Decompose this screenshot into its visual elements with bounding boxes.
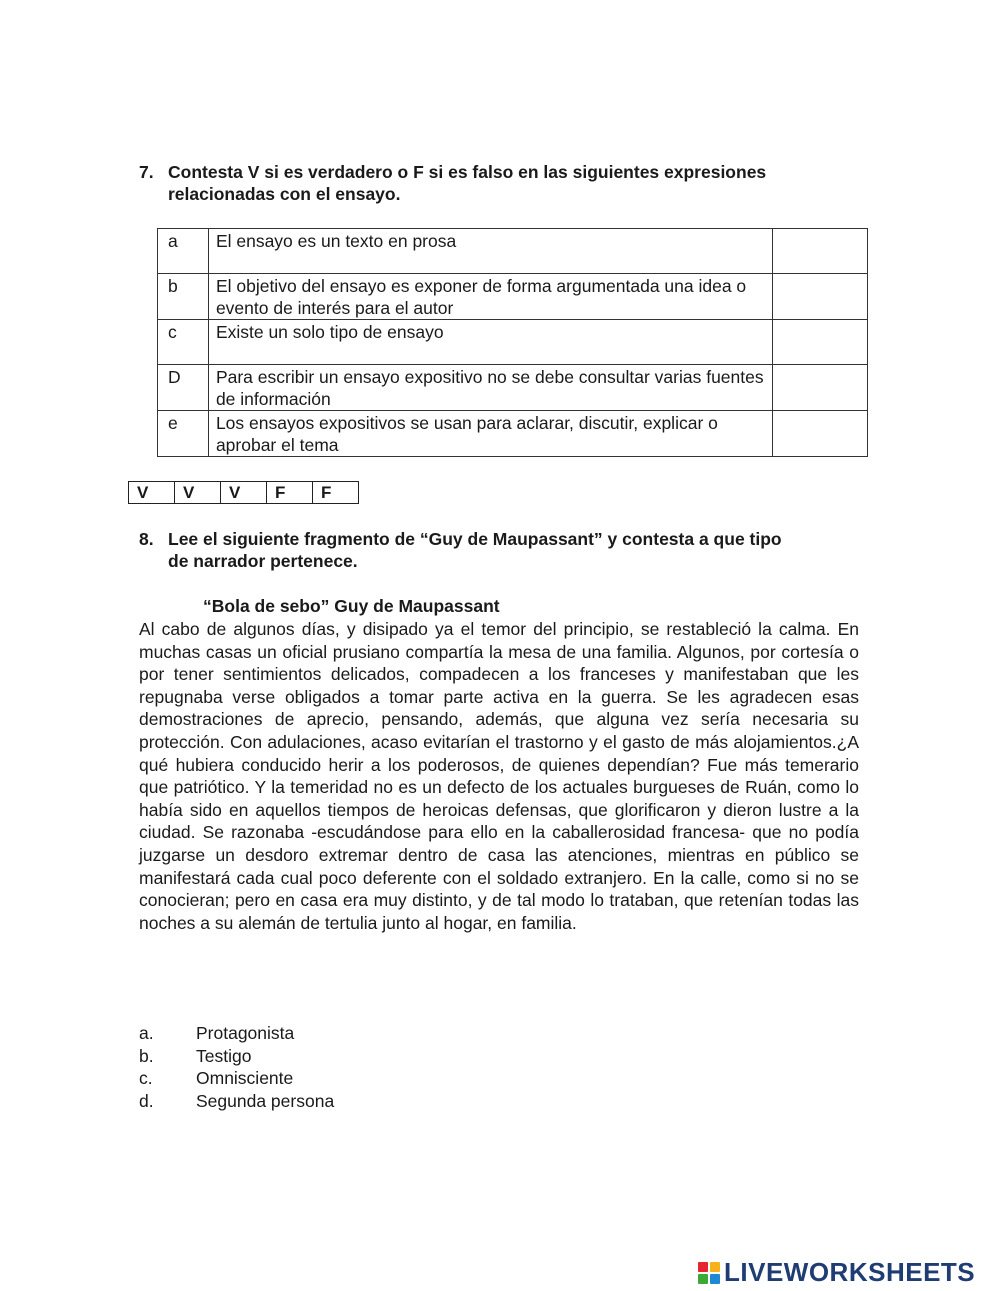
- answer-key-table: [128, 481, 359, 504]
- row-letter: c: [158, 320, 209, 365]
- question-8-title: [139, 528, 869, 572]
- row-letter: D: [158, 365, 209, 411]
- option-text: Protagonista: [196, 1023, 295, 1043]
- option-b[interactable]: [139, 1045, 334, 1068]
- option-letter: d.: [139, 1090, 154, 1111]
- question-7-line-1: Contesta V si es verdadero o F si es falso en las siguientes expresiones: [168, 162, 767, 182]
- option-d[interactable]: [139, 1090, 334, 1113]
- logo-icon: [698, 1262, 720, 1284]
- question-7-line-2: relacionadas con el ensayo.: [168, 184, 401, 204]
- question-8-line-2: de narrador pertenece.: [168, 551, 358, 571]
- option-text: Segunda persona: [196, 1090, 335, 1111]
- table-row: [158, 411, 868, 457]
- answer-key-cell: F: [267, 482, 313, 504]
- story-text: Al cabo de algunos días, y disipado ya el temor del principio, se restableció la calma. En muchas casas un oficial prusiano compartía la mesa de una familia. Algunos, por cortesía o por tener sentimientos delicados, compadecen a los franceses y manifestaban que les repugnaba verse obligados a tomar parte activa en la guerra. Se les agradecen esas demostraciones de aprecio, pensando, además, que alguna vez sería necesaria su protección. Con adulaciones, acaso evitarían el trastorno y el gasto de más alojamientos.¿A qué hubiera conducido herir a los poderosos, de quienes dependían? Fue más temerario que patriótico. Y la temeridad no es un defecto de los actuales burgueses de Ruán, como lo había sido en aquellos tiempos de heroicas defensas, que glorificaron y dieron lustre a la ciudad. Se razonaba -escudándose para ello en la caballerosidad francesa- que no podía juzgarse un desdoro extremar dentro de casa las atenciones, mientras en público se manifestará cada cual poco deferente con el soldado extranjero. En la calle, como si no se conocieran; pero en casa era muy distinto, y de tal modo lo trataban, que retenían todas las noches a su alemán de tertulia junto al hogar, en familia.: [139, 619, 859, 933]
- option-a[interactable]: [139, 1022, 334, 1045]
- answer-cell[interactable]: [773, 229, 868, 274]
- story-title: “Bola de sebo” Guy de Maupassant: [203, 596, 500, 616]
- answer-cell[interactable]: [773, 320, 868, 365]
- option-letter: a.: [139, 1023, 154, 1043]
- option-letter: b.: [139, 1045, 154, 1066]
- option-text: Testigo: [196, 1045, 252, 1066]
- answer-cell[interactable]: [773, 274, 868, 320]
- row-letter: a: [158, 229, 209, 274]
- question-7-title: [139, 161, 869, 205]
- row-letter: e: [158, 411, 209, 457]
- true-false-table: [157, 228, 868, 457]
- answer-cell[interactable]: [773, 411, 868, 457]
- row-statement: Existe un solo tipo de ensayo: [208, 320, 772, 365]
- logo-block: [698, 1274, 708, 1284]
- row-statement: El ensayo es un texto en prosa: [208, 229, 772, 274]
- table-row: [158, 320, 868, 365]
- answer-key-cell: V: [221, 482, 267, 504]
- table-row: [158, 365, 868, 411]
- question-number: 7.: [139, 162, 154, 182]
- question-8-line-1: Lee el siguiente fragmento de “Guy de Maupassant” y contesta a que tipo: [168, 529, 782, 549]
- logo-block: [710, 1274, 720, 1284]
- table-row: [158, 274, 868, 320]
- answer-cell[interactable]: [773, 365, 868, 411]
- option-text: Omnisciente: [196, 1068, 294, 1089]
- answer-key-cell: V: [129, 482, 175, 504]
- row-statement: Los ensayos expositivos se usan para aclarar, discutir, explicar o aprobar el tema: [208, 411, 772, 457]
- row-letter: b: [158, 274, 209, 320]
- logo-block: [698, 1262, 708, 1272]
- question-number: 8.: [139, 529, 154, 549]
- row-statement: El objetivo del ensayo es exponer de forma argumentada una idea o evento de interés para el autor: [208, 274, 772, 320]
- answer-key-cell: F: [313, 482, 359, 504]
- logo-text: LIVEWORKSHEETS: [724, 1257, 976, 1287]
- logo-block: [710, 1262, 720, 1272]
- row-statement: Para escribir un ensayo expositivo no se debe consultar varias fuentes de información: [208, 365, 772, 411]
- answer-options: [139, 1022, 334, 1112]
- option-c[interactable]: [139, 1067, 334, 1090]
- answer-key-cell: V: [175, 482, 221, 504]
- liveworksheets-logo: [698, 1257, 975, 1288]
- option-letter: c.: [139, 1068, 153, 1089]
- table-row: [158, 229, 868, 274]
